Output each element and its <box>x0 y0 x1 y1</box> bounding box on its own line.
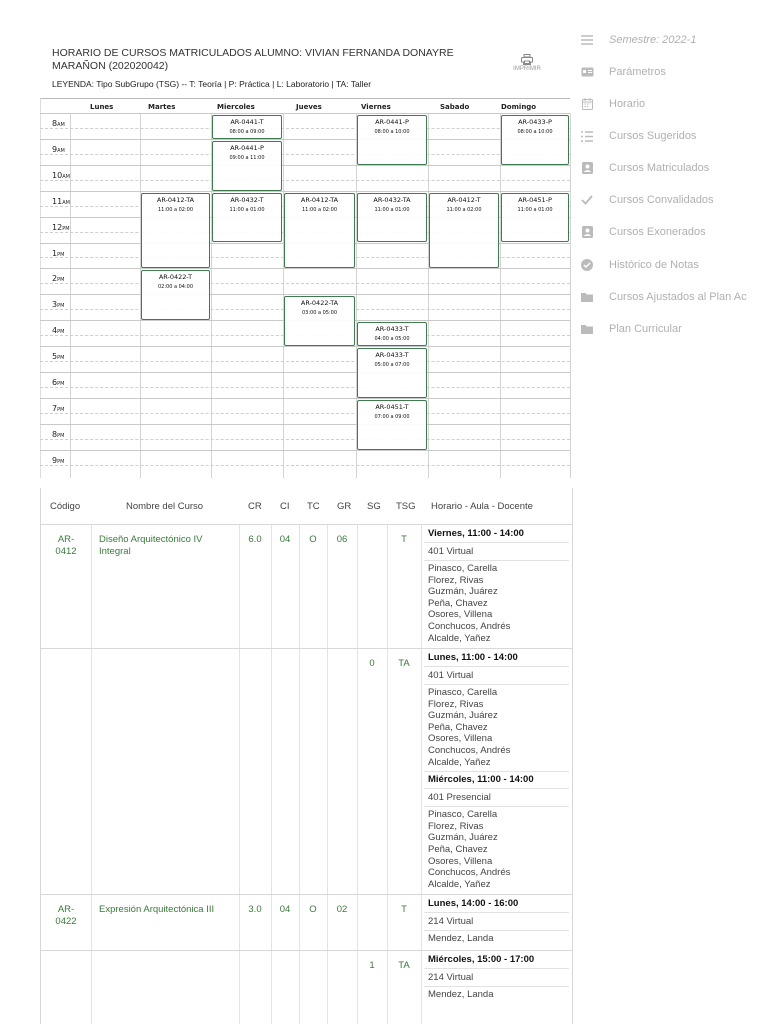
sidebar-item-cursos-matriculados[interactable] <box>580 158 768 178</box>
course-name <box>99 534 234 558</box>
sidebar-item-cursos-convalidados[interactable] <box>580 190 768 210</box>
hour-label <box>52 249 64 258</box>
grid-half-line <box>40 154 570 155</box>
grid-half-line <box>40 413 570 414</box>
schedule-block[interactable] <box>212 115 282 139</box>
teacher-name: Alcalde, Yañez <box>428 632 491 644</box>
hour-label <box>52 274 64 283</box>
hour-number: 2 <box>52 274 58 284</box>
hour-period: PM <box>57 458 65 465</box>
teacher-name: Pinasco, Carella <box>428 687 498 698</box>
hour-number: 5 <box>52 352 58 362</box>
block-time: 11:00 a 01:00 <box>229 206 265 213</box>
schedule-teachers <box>428 933 494 945</box>
schedule-separator <box>424 542 569 543</box>
course-name-line: Expresión Arquitectónica III <box>99 904 215 915</box>
hour-label <box>52 197 70 206</box>
account-box-icon <box>580 161 594 175</box>
schedule-separator <box>424 930 569 931</box>
schedule-block[interactable] <box>429 193 499 269</box>
id-card-icon <box>580 65 594 79</box>
block-course-code: AR-0412-TA <box>300 195 339 204</box>
grid-half-line <box>40 361 570 362</box>
schedule-teachers <box>428 687 510 768</box>
block-time: 05:00 a 07:00 <box>374 362 410 369</box>
grid-half-line <box>40 180 570 181</box>
sidebar-item-label: Cursos Convalidados <box>609 194 714 206</box>
teacher-name: Osores, Villena <box>428 733 493 745</box>
course-name-line: Diseño Arquitectónico IV <box>99 534 203 545</box>
schedule-block[interactable] <box>501 193 569 243</box>
teacher-name: Pinasco, Carella <box>428 809 498 821</box>
schedule-block[interactable] <box>284 296 355 346</box>
sidebar-item-label: Cursos Matriculados <box>609 162 710 174</box>
hour-label <box>52 145 65 154</box>
schedule-block[interactable] <box>284 193 355 269</box>
grid-hour-line <box>40 372 570 373</box>
teacher-name: Guzmán, Juárez <box>428 710 498 722</box>
hour-label <box>52 352 64 361</box>
hour-label <box>52 119 65 128</box>
table-row-line <box>41 524 572 525</box>
hour-label <box>52 171 70 180</box>
grid-half-line <box>40 283 570 284</box>
schedule-teachers <box>428 989 494 1001</box>
schedule-block[interactable] <box>357 193 427 243</box>
grid-hour-line <box>40 398 570 399</box>
hour-period: PM <box>57 406 65 413</box>
check-icon <box>580 193 594 207</box>
sidebar-item-label: Horario <box>609 98 646 110</box>
hour-number: 7 <box>52 403 58 413</box>
schedule-block[interactable] <box>357 348 427 398</box>
hour-period: AM <box>57 122 65 128</box>
table-header-6: SG <box>367 501 381 512</box>
block-time: 04:00 a 05:00 <box>374 336 410 343</box>
hour-number: 12 <box>52 222 63 232</box>
hour-number: 3 <box>52 300 58 310</box>
schedule-block[interactable] <box>212 193 282 243</box>
course-code-line: 0412 <box>55 546 77 557</box>
course-sg: 1 <box>369 960 375 971</box>
teacher-name: Florez, Rivas <box>428 574 484 586</box>
schedule-header: Lunes, 11:00 - 14:00 <box>428 652 518 663</box>
check-circle-icon <box>580 258 594 272</box>
table-col-line <box>357 524 358 1024</box>
schedule-grid <box>40 98 570 478</box>
schedule-separator <box>424 560 569 561</box>
schedule-separator <box>424 968 569 969</box>
course-cr: 3.0 <box>248 904 262 915</box>
hour-period: AM <box>62 199 70 206</box>
semester-label: Semestre: 2022-1 <box>609 34 697 46</box>
course-code[interactable] <box>41 534 91 558</box>
course-cr: 6.0 <box>248 534 262 545</box>
grid-hour-line <box>40 346 570 347</box>
grid-hour-line <box>40 450 570 451</box>
hour-period: PM <box>62 225 70 232</box>
grid-hour-line <box>40 294 570 295</box>
schedule-header: Lunes, 14:00 - 16:00 <box>428 898 519 909</box>
schedule-room: 401 Presencial <box>428 792 491 804</box>
course-gr: 02 <box>336 904 348 915</box>
schedule-header: Miércoles, 11:00 - 14:00 <box>428 774 534 786</box>
hour-label <box>52 223 70 232</box>
hour-number: 1 <box>52 248 58 258</box>
table-header-2: CR <box>248 501 262 512</box>
hour-number: 9 <box>52 455 58 465</box>
schedule-separator <box>424 806 569 807</box>
course-tsg: T <box>401 534 407 545</box>
schedule-block[interactable] <box>141 193 210 269</box>
table-row-line <box>41 894 572 895</box>
hour-label <box>52 326 64 335</box>
table-header-1: Nombre del Curso <box>126 501 204 512</box>
teacher-name: Conchucos, Andrés <box>428 744 511 756</box>
block-course-code: AR-0422-T <box>158 273 193 282</box>
table-header-8: Horario - Aula - Docente <box>431 501 533 512</box>
list-icon <box>580 129 594 143</box>
schedule-teachers <box>428 563 510 644</box>
course-tc: O <box>309 904 317 915</box>
course-table <box>40 488 573 1024</box>
course-ci: 04 <box>279 534 291 545</box>
teacher-name: Mendez, Landa <box>428 933 494 944</box>
table-col-line <box>271 524 272 1024</box>
table-header-3: CI <box>280 501 290 512</box>
block-time: 03:00 a 05:00 <box>301 310 338 317</box>
hour-number: 6 <box>52 378 58 387</box>
course-code-line: AR- <box>57 904 75 915</box>
block-time: 07:00 a 09:00 <box>374 413 410 420</box>
block-course-code: AR-0451-T <box>375 402 409 411</box>
teacher-name: Mendez, Landa <box>428 989 494 1000</box>
block-time: 11:00 a 01:00 <box>374 206 410 213</box>
hour-period: PM <box>57 432 65 439</box>
schedule-block[interactable] <box>212 141 282 191</box>
teacher-name: Guzmán, Juárez <box>428 586 498 598</box>
block-course-code: AR-0441-P <box>230 143 264 152</box>
block-course-code: AR-0412-TA <box>156 195 195 204</box>
hour-number: 8 <box>52 429 58 439</box>
block-time: 09:00 a 11:00 <box>229 154 265 161</box>
teacher-name: Guzmán, Juárez <box>428 832 498 844</box>
schedule-frame <box>40 98 570 478</box>
block-time: 02:00 a 04:00 <box>157 284 194 291</box>
semester-selector[interactable] <box>580 30 768 50</box>
schedule-block[interactable] <box>357 115 427 165</box>
block-time: 11:00 a 02:00 <box>446 206 482 213</box>
hour-number: 4 <box>52 326 58 336</box>
teacher-name: Osores, Villena <box>428 855 493 867</box>
grid-half-line <box>40 387 570 388</box>
sidebar-item-plan-curricular[interactable] <box>580 319 768 339</box>
day-header-martes: Martes <box>148 103 176 111</box>
course-tsg: T <box>401 904 407 915</box>
day-header-domingo: Domingo <box>501 103 537 111</box>
printer-icon <box>521 54 533 65</box>
schedule-teachers <box>428 809 510 890</box>
sidebar-item-label: Cursos Ajustados al Plan Ac <box>609 291 747 303</box>
course-name-line: Integral <box>99 546 131 557</box>
hour-number: 9 <box>52 144 58 154</box>
hour-period: PM <box>57 303 65 310</box>
hour-period: PM <box>57 355 65 362</box>
course-code-line: 0422 <box>55 916 77 927</box>
sidebar-item-hist-rico-de-notas[interactable] <box>580 255 768 275</box>
table-header-7: TSG <box>396 501 416 512</box>
teacher-name: Conchucos, Andrés <box>428 867 511 879</box>
hour-label <box>52 404 64 413</box>
table-header-0: Código <box>50 501 81 512</box>
page-title: HORARIO DE CURSOS MATRICULADOS ALUMNO: VIVIAN FERNANDA DONAYRE MARAÑON (202020042) <box>52 47 454 72</box>
hour-period: AM <box>57 147 65 154</box>
teacher-name: Pinasco, Carella <box>428 563 498 574</box>
sidebar-item-cursos-exonerados[interactable] <box>580 222 768 242</box>
grid-hour-line <box>40 113 570 114</box>
table-row-line <box>41 648 572 649</box>
hour-number: 10 <box>52 170 63 180</box>
grid-half-line <box>40 439 570 440</box>
schedule-block[interactable] <box>357 322 427 346</box>
schedule-room: 401 Virtual <box>428 670 474 681</box>
schedule-block[interactable] <box>141 270 210 320</box>
course-tsg: TA <box>398 960 410 971</box>
hour-period: PM <box>57 251 65 258</box>
folder-icon <box>580 322 594 336</box>
course-code[interactable] <box>41 904 91 928</box>
teacher-name: Peña, Chavez <box>428 597 488 609</box>
table-col-line <box>299 524 300 1024</box>
schedule-separator <box>424 788 569 789</box>
table-header-4: TC <box>307 501 320 512</box>
course-tc: O <box>309 534 317 545</box>
table-col-line <box>387 524 388 1024</box>
schedule-separator <box>424 986 569 987</box>
table-col-line <box>91 524 92 1024</box>
block-time: 08:00 a 10:00 <box>517 129 553 135</box>
sidebar-item-label: Plan Curricular <box>609 323 682 335</box>
hour-period: PM <box>57 329 65 336</box>
hour-label <box>52 378 64 387</box>
day-header-viernes: Viernes <box>361 103 391 111</box>
schedule-separator <box>424 684 569 685</box>
block-time: 11:00 a 02:00 <box>157 206 194 213</box>
block-course-code: AR-0422-TA <box>300 299 339 308</box>
hour-label <box>52 300 64 309</box>
grid-hour-line <box>40 139 570 140</box>
schedule-room: 401 Virtual <box>428 546 474 557</box>
table-header-5: GR <box>337 501 352 512</box>
table-row-line <box>41 950 572 951</box>
hour-period: PM <box>57 381 65 387</box>
folder-icon <box>580 290 594 304</box>
block-time: 08:00 a 09:00 <box>229 129 265 135</box>
hour-label <box>52 456 64 465</box>
hour-period: PM <box>57 277 65 284</box>
schedule-room: 214 Virtual <box>428 972 474 983</box>
hour-number: 8 <box>52 119 58 128</box>
grid-half-line <box>40 465 570 466</box>
teacher-name: Peña, Chavez <box>428 843 488 855</box>
course-code-line: AR- <box>57 534 75 545</box>
teacher-name: Alcalde, Yañez <box>428 756 491 768</box>
schedule-header: Miércoles, 15:00 - 17:00 <box>428 954 535 965</box>
grid-hour-line <box>40 268 570 269</box>
course-gr: 06 <box>336 534 348 545</box>
course-tsg: TA <box>398 658 410 669</box>
schedule-separator <box>424 771 569 772</box>
sidebar-item-cursos-ajustados-al-plan-ac[interactable] <box>580 287 768 307</box>
print-label: IMPRIMIR <box>513 66 541 72</box>
teacher-name: Florez, Rivas <box>428 820 484 832</box>
print-button[interactable] <box>506 54 548 72</box>
block-time: 11:00 a 02:00 <box>301 206 338 213</box>
teacher-name: Conchucos, Andrés <box>428 620 511 632</box>
teacher-name: Florez, Rivas <box>428 698 484 710</box>
day-header-sabado: Sabado <box>440 103 470 111</box>
sidebar-item-horario[interactable] <box>580 94 768 114</box>
schedule-separator <box>424 912 569 913</box>
block-course-code: AR-0432-T <box>230 195 264 204</box>
block-course-code: AR-0433-T <box>375 351 409 360</box>
hour-label <box>52 430 64 439</box>
grid-hour-line <box>40 191 570 192</box>
hour-period: AM <box>62 173 70 180</box>
grid-half-line <box>40 128 570 129</box>
course-name <box>99 904 234 916</box>
grid-col-line <box>570 113 571 478</box>
teacher-name: Osores, Villena <box>428 609 493 621</box>
day-header-lunes: Lunes <box>90 103 114 111</box>
course-sg: 0 <box>369 658 375 669</box>
schedule-separator <box>424 666 569 667</box>
course-ci: 04 <box>279 904 291 915</box>
schedule-block[interactable] <box>357 400 427 450</box>
calendar-icon <box>580 97 594 111</box>
sidebar-item-label: Cursos Sugeridos <box>609 130 697 142</box>
block-course-code: AR-0412-T <box>447 195 481 204</box>
table-col-line <box>327 524 328 1024</box>
schedule-block[interactable] <box>501 115 569 165</box>
legend: LEYENDA: Tipo SubGrupo (TSG) -- T: Teoría | P: Práctica | L: Laboratorio | TA: Taller <box>52 79 372 89</box>
block-course-code: AR-0441-T <box>230 118 264 126</box>
sidebar-item-par-metros[interactable] <box>580 62 768 82</box>
block-course-code: AR-0441-P <box>375 118 409 126</box>
block-time: 08:00 a 10:00 <box>374 129 410 135</box>
grid-hour-line <box>40 165 570 166</box>
day-header-miercoles: Miercoles <box>217 103 255 111</box>
day-header-jueves: Jueves <box>296 103 322 111</box>
sidebar-item-label: Histórico de Notas <box>609 259 699 271</box>
block-course-code: AR-0451-P <box>518 195 552 204</box>
teacher-name: Alcalde, Yañez <box>428 878 491 890</box>
schedule-header: Viernes, 11:00 - 14:00 <box>428 528 524 539</box>
block-course-code: AR-0433-P <box>518 118 552 126</box>
sidebar-item-label: Cursos Exonerados <box>609 226 706 238</box>
menu-icon <box>580 33 594 47</box>
block-time: 11:00 a 01:00 <box>517 206 553 213</box>
table-col-line <box>239 524 240 1024</box>
table-col-line <box>421 524 422 1024</box>
account-box-icon <box>580 225 594 239</box>
schedule-room: 214 Virtual <box>428 916 474 927</box>
sidebar-item-cursos-sugeridos[interactable] <box>580 126 768 146</box>
teacher-name: Peña, Chavez <box>428 721 488 733</box>
hour-number: 11 <box>52 196 63 206</box>
sidebar-item-label: Parámetros <box>609 66 666 78</box>
block-course-code: AR-0433-T <box>375 325 409 334</box>
grid-hour-line <box>40 424 570 425</box>
block-course-code: AR-0432-TA <box>373 195 411 204</box>
